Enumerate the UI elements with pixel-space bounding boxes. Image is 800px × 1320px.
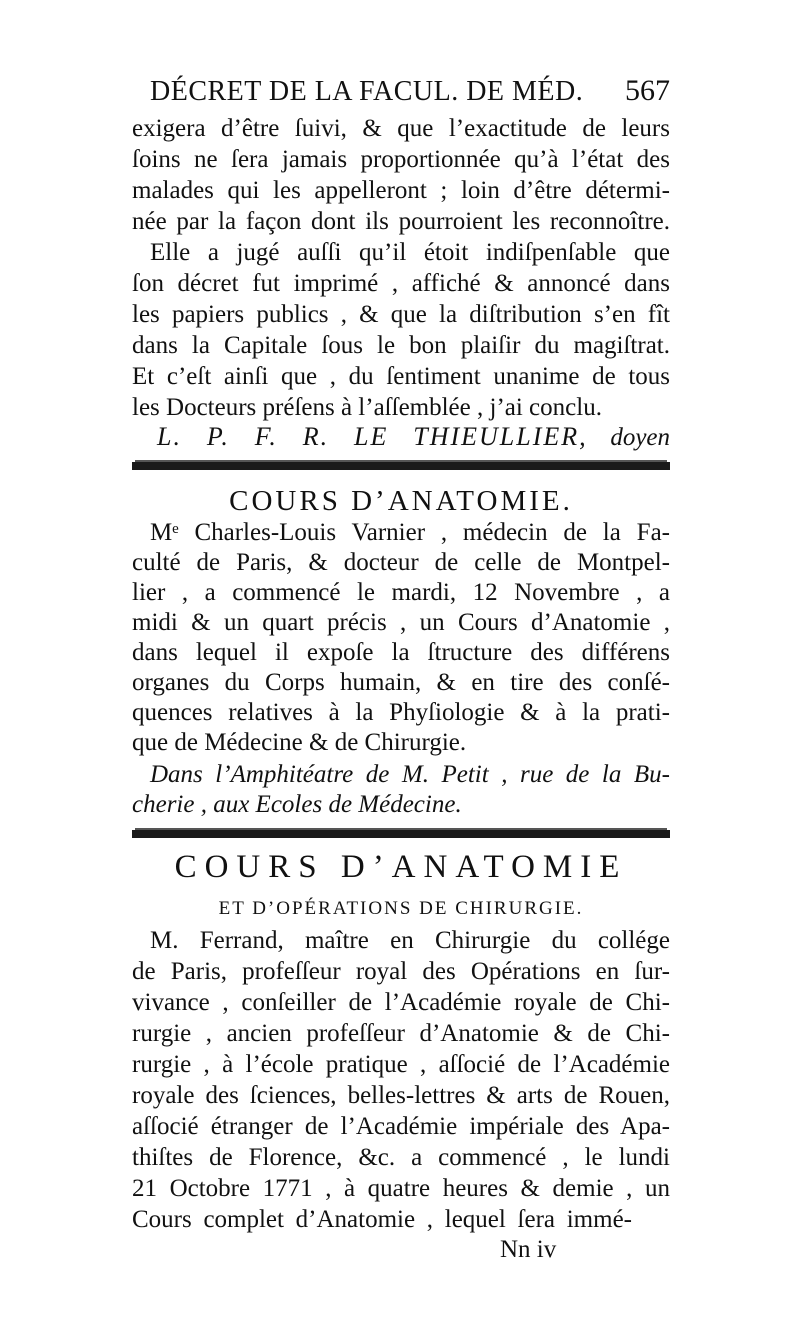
text-line: née par la façon dont ils pourroient les reconnoître. <box>132 208 670 235</box>
text-line: les Docteurs préſens à l’aſſemblée , j’ai conclu. <box>132 394 602 421</box>
signature: L. P. F. R. LE THIEULLIER, <box>157 422 588 451</box>
text-line: thiſtes de Florence, &c. a commencé , le lundi <box>132 1144 670 1171</box>
signature-role: doyen <box>610 424 671 451</box>
text-line: Elle a jugé auſſi qu’il étoit indiſpenſable que <box>150 239 670 266</box>
text-line: dans lequel il expoſe la ſtructure des différens <box>132 639 670 666</box>
text-line: vivance , conſeiller de l’Académie royale de Chi- <box>132 989 670 1016</box>
text-line: Et c’eſt ainſi que , du ſentiment unanime de tous <box>132 363 670 390</box>
location-line: cherie , aux Ecoles de Médecine. <box>132 791 462 818</box>
location-line: Dans l’Amphitéatre de M. Petit , rue de la Bu- <box>150 761 670 788</box>
text-line: ſoins ne ſera jamais proportionnée qu’à l’état des <box>132 146 670 173</box>
text-line: de Paris, profeſſeur royal des Opérations en ſur- <box>132 958 670 985</box>
text-line: que de Médecine & de Chirurgie. <box>132 729 467 756</box>
text-line: les papiers publics , & que la diſtribution s’en fît <box>132 301 670 328</box>
text-line: culté de Paris, & docteur de celle de Montpel- <box>132 549 670 576</box>
text-line: lier , a commencé le mardi, 12 Novembre , a <box>132 579 670 606</box>
text-line: rurgie , à l’école pratique , aſſocié de l’Académie <box>132 1051 670 1078</box>
text-line: exigera d’être ſuivi, & que l’exactitude de leurs <box>132 115 670 142</box>
text-line: ſon décret fut imprimé , affiché & annoncé dans <box>132 270 670 297</box>
separator-rule <box>132 830 670 838</box>
catchword: Nn iv <box>500 1236 557 1263</box>
running-header <box>150 76 670 116</box>
text-line: dans la Capitale ſous le bon plaiſir du magiſtrat. <box>132 332 670 359</box>
page-number: 567 <box>625 74 670 107</box>
text-line: midi & un quart précis , un Cours d’Anatomie , <box>132 609 670 636</box>
signature-line <box>157 422 670 453</box>
section-heading: COURS D’ANATOMIE. <box>229 485 573 517</box>
text-line: quences relatives à la Phyſiologie & à la prati- <box>132 699 670 726</box>
text-line: M. Ferrand, maître en Chirurgie du collége <box>150 927 670 954</box>
text-line: royale des ſciences, belles-lettres & arts de Rouen, <box>132 1082 670 1109</box>
section-heading: COURS D’ANATOMIE <box>174 849 628 885</box>
text-line: malades qui les appelleront ; loin d’être détermi- <box>132 177 670 204</box>
text-line: 21 Octobre 1771 , à quatre heures & demie , un <box>132 1175 670 1202</box>
text-line: Mᵉ Charles-Louis Varnier , médecin de la Fa- <box>150 519 670 546</box>
text-line: Cours complet d’Anatomie , lequel ſera immé- <box>132 1206 632 1233</box>
separator-rule <box>132 462 670 470</box>
running-title: DÉCRET DE LA FACUL. DE MÉD. <box>150 76 584 107</box>
section-subheading: ET D’OPÉRATIONS DE CHIRURGIE. <box>218 898 584 919</box>
text-line: aſſocié étranger de l’Académie impériale des Apa- <box>132 1113 670 1140</box>
text-line: rurgie , ancien profeſſeur d’Anatomie & de Chi- <box>132 1020 670 1047</box>
text-line: organes du Corps humain, & en tire des conſé- <box>132 669 670 696</box>
